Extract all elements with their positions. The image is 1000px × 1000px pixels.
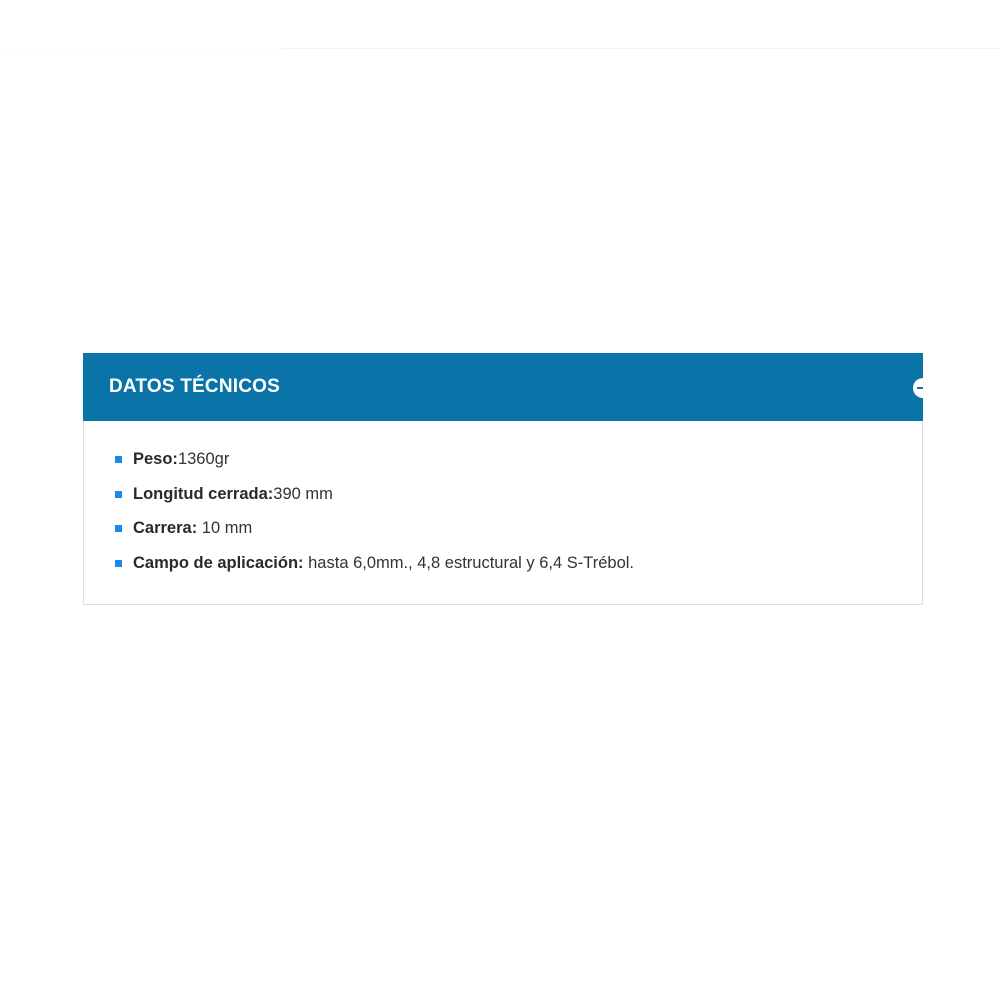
accordion-title: DATOS TÉCNICOS xyxy=(109,376,280,397)
spec-list xyxy=(114,442,922,581)
square-bullet-icon xyxy=(115,560,122,567)
accordion-body xyxy=(84,421,922,604)
spec-label: Longitud cerrada: xyxy=(133,484,274,503)
square-bullet-icon xyxy=(115,525,122,532)
spec-label: Campo de aplicación: xyxy=(133,554,304,573)
spec-label: Peso: xyxy=(133,450,178,468)
technical-data-accordion xyxy=(83,353,923,605)
spec-value: 390 mm xyxy=(273,484,333,503)
spec-value: 10 mm xyxy=(197,519,253,538)
accordion-header[interactable] xyxy=(83,353,923,421)
top-divider xyxy=(0,48,1000,49)
spec-item-weight xyxy=(114,442,922,477)
minus-circle-icon[interactable] xyxy=(913,378,923,398)
spec-value: hasta 6,0mm., 4,8 estructural y 6,4 S-Trébol. xyxy=(303,554,634,573)
square-bullet-icon xyxy=(115,456,122,463)
spec-item-application-range xyxy=(114,546,922,581)
spec-item-stroke xyxy=(114,511,922,546)
spec-value: 1360gr xyxy=(177,450,230,468)
square-bullet-icon xyxy=(115,491,122,498)
spec-item-closed-length xyxy=(114,477,922,512)
spec-label: Carrera: xyxy=(133,519,198,538)
